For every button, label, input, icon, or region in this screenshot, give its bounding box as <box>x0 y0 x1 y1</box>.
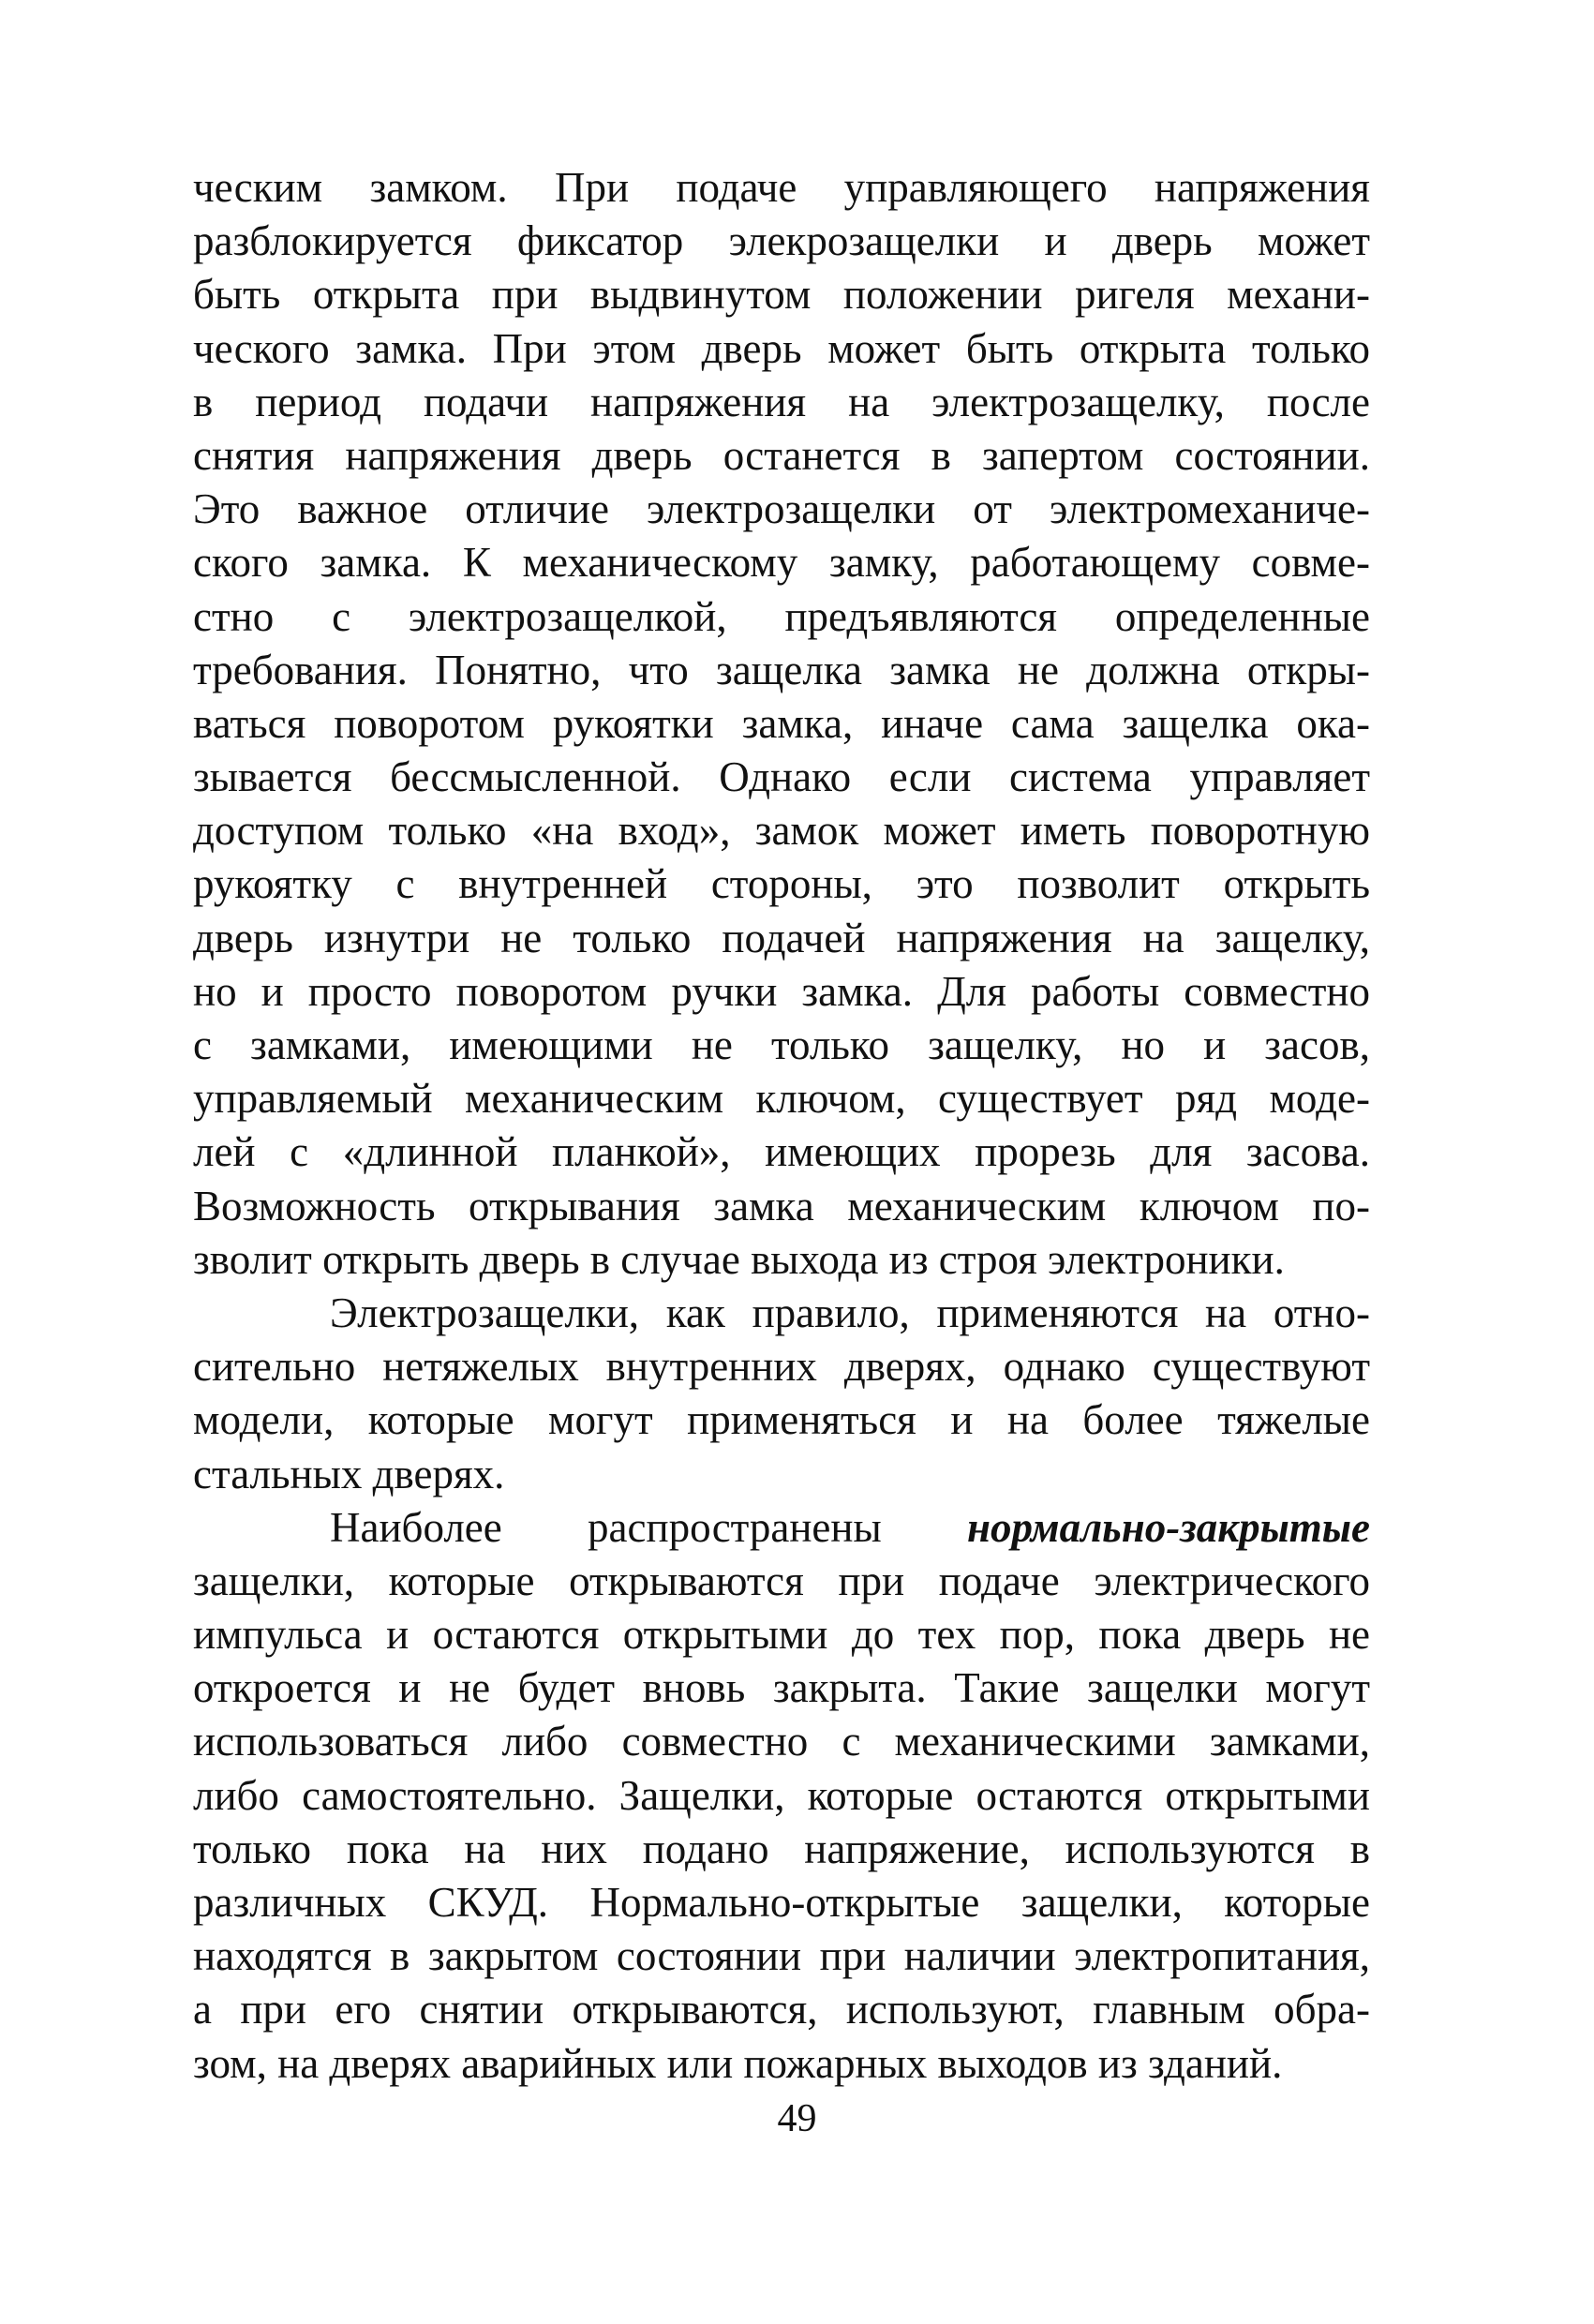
text-line: стно с электрозащелкой, предъявляются определенные <box>193 592 1370 640</box>
page-number: 49 <box>777 2097 817 2140</box>
text-line: снятия напряжения дверь останется в запертом состоянии. <box>193 431 1370 479</box>
text-line: только пока на них подано напряжение, используются в <box>193 1825 1370 1872</box>
text-line: Это важное отличие электрозащелки от электромеханиче- <box>193 485 1370 533</box>
text-fragment: Наиболее распространены <box>330 1503 882 1551</box>
text-line: доступом только «на вход», замок может иметь поворотную <box>193 807 1370 855</box>
text-line: разблокируется фиксатор элекрозащелки и дверь может <box>193 217 1370 265</box>
text-line: ваться поворотом рукоятки замка, иначе сама защелка ока- <box>193 699 1370 747</box>
text-line: зывается бессмысленной. Однако если система управляет <box>193 753 1370 801</box>
text-line: в период подачи напряжения на электрозащелку, после <box>193 378 1370 425</box>
text-line: а при его снятии открываются, используют, главным обра- <box>193 1986 1370 2034</box>
text-line: рукоятку с внутренней стороны, это позволит открыть <box>193 860 1370 908</box>
text-line: Возможность открывания замка механическим ключом по- <box>193 1182 1370 1229</box>
text-line: ческого замка. При этом дверь может быть открыта только <box>193 324 1370 372</box>
text-line: различных СКУД. Нормально-открытые защелки, которые <box>193 1879 1370 1926</box>
text-line: использоваться либо совместно с механическими замками, <box>193 1718 1370 1765</box>
text-line: стальных дверях. <box>193 1450 505 1497</box>
text-line: зом, на дверях аварийных или пожарных выходов из зданий. <box>193 2039 1283 2087</box>
text-line: сительно нетяжелых внутренних дверях, однако существуют <box>193 1343 1370 1391</box>
text-line: быть открыта при выдвинутом положении ригеля механи- <box>193 271 1370 319</box>
text-line: лей с «длинной планкой», имеющих прорезь для засова. <box>193 1128 1370 1176</box>
text-line: ческим замком. При подаче управляющего напряжения <box>193 164 1370 211</box>
text-line: либо самостоятельно. Защелки, которые остаются открытыми <box>193 1771 1370 1819</box>
page-text <box>193 161 1370 2091</box>
text-line: требования. Понятно, что защелка замка не должна откры- <box>193 646 1370 693</box>
text-line: находятся в закрытом состоянии при наличии электропитания, <box>193 1932 1370 1980</box>
text-line: но и просто поворотом ручки замка. Для работы совместно <box>193 967 1370 1015</box>
text-line: управляемый механическим ключом, существует ряд моде- <box>193 1075 1370 1123</box>
text-line: с замками, имеющими не только защелку, но и засов, <box>193 1021 1370 1068</box>
text-line <box>193 1501 1370 1555</box>
text-line: откроется и не будет вновь закрыта. Такие защелки могут <box>193 1664 1370 1712</box>
text-line: модели, которые могут применяться и на более тяжелые <box>193 1396 1370 1444</box>
text-line: зволит открыть дверь в случае выхода из строя электроники. <box>193 1235 1285 1283</box>
text-line: Электрозащелки, как правило, применяются на отно- <box>330 1289 1370 1336</box>
text-line: дверь изнутри не только подачей напряжения на защелку, <box>193 914 1370 961</box>
text-line: защелки, которые открываются при подаче электрического <box>193 1557 1370 1604</box>
text-line: импульса и остаются открытыми до тех пор, пока дверь не <box>193 1611 1370 1659</box>
emphasized-term: нормально-закрытые <box>967 1503 1370 1551</box>
text-line: ского замка. К механическому замку, работающему совме- <box>193 539 1370 587</box>
